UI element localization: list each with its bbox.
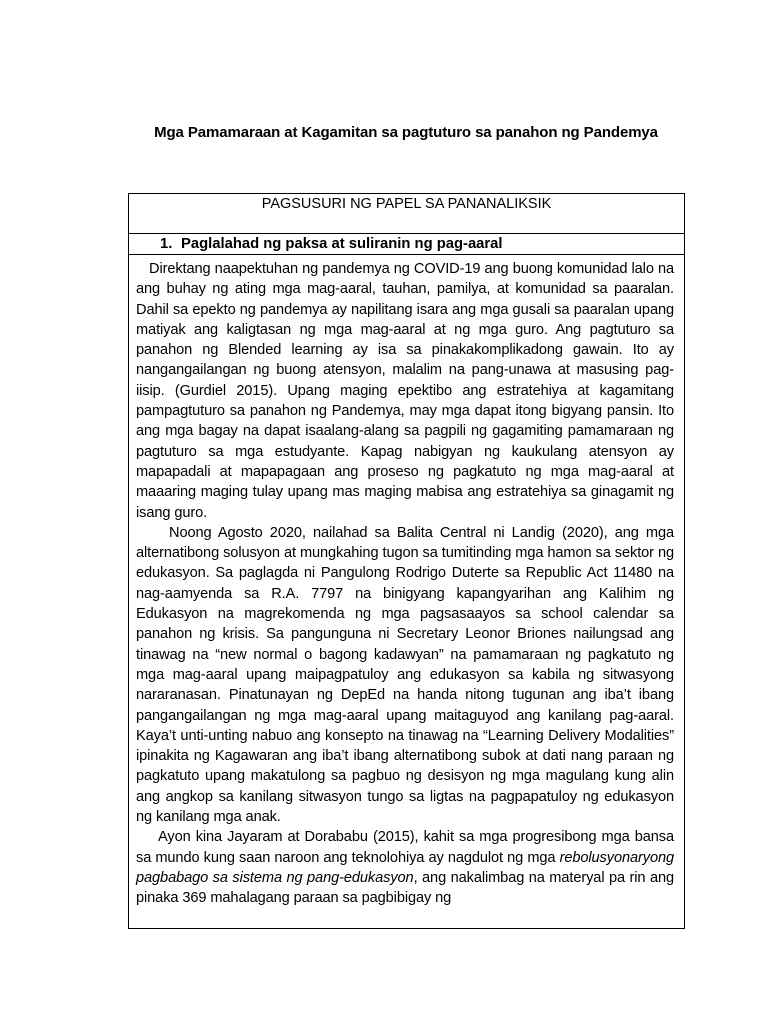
document-title: Mga Pamamaraan at Kagamitan sa pagtuturo sa panahon ng Pandemya xyxy=(154,124,658,141)
section-number: 1. xyxy=(160,236,173,252)
paragraph-3-italic: rebolusyonaryong pagbabago sa sistema ng pang-edukasyon xyxy=(136,849,674,886)
paragraph-3-tail: , ang nakalimbag na materyal pa rin ang pinaka 369 mahalagang paraan sa pagbibigay ng xyxy=(136,869,675,907)
paragraph-2: Noong Agosto 2020, nailahad sa Balita Central ni Landig (2020), ang mga alternatibong solusyon at mungkahing tugon sa tumitinding mga hamon sa sektor ng edukasyon. Sa paglagda ni Pangulong Rodrigo Duterte sa Republic Act 11480 na nag-aamyenda sa R.A. 7797 na binigyang kapangyarihan ang Kalihim ng Edukasyon na magrekomenda ng mga pagsasaayos sa school calendar sa panahon ng krisis. Sa pangunguna ni Secretary Leonor Briones nailungsad ang tinawag na “new normal o bagong kadawyan” na pamamaraan ng pagkatuto ng mga mag-aaral upang maipagpatuloy ang edukasyon sa kabila ng sitwasyong nararanasan. Pinatunayan ng DepEd na handa nitong tugunan ang iba’t ibang pangangailangan ng mga mag-aaral upang maitaguyod ang kanilang pag-aaral. Kaya’t unti-unting nabuo ang konsepto na tinawag na “Learning Delivery Modalities” ipinakita ng Kagawaran ang iba’t ibang alternatibong subok at dati nang paraan ng pagkatuto upang makatulong sa pagbuo ng desisyon ng mga magulang kung alin ang angkop sa kanilang sitwasyon tungo sa ligtas na pagpapatuloy ng edukasyon ng kanilang mga anak. xyxy=(136,524,674,826)
table-body xyxy=(129,255,684,909)
paragraph-3-lead: Ayon kina Jayaram at Dorababu (2015), kahit sa mga progresibong mga bansa sa mundo kung saan naroon ang teknolohiya ay nagdulot ng mga xyxy=(136,829,674,866)
paragraph-1: Direktang naapektuhan ng pandemya ng COVID-19 ang buong komunidad lalo na ang buhay ng ating mga mag-aaral, tauhan, pamilya, at komunidad sa paaralan. Dahil sa epekto ng pandemya ay napilitang isara ang mga gusali sa paaralan upang matiyak ang kaligtasan ng mga mag-aaral at ng mga guro. Ang pagtuturo sa panahon ng Blended learning ay isa sa pinakakomplikadong gawain. Ito ay nangangailangan ng buong atensyon, malalim na pang-unawa at masusing pag-iisip. (Gurdiel 2015). Upang maging epektibo ang estratehiya at kagamitang pampagtuturo sa panahon ng Pandemya, may mga dapat itong bigyang pansin. Ito ang mga bagay na dapat isaalang-alang sa pagpili ng gagamiting pamamaraan ng pagtuturo sa mga estudyante. Kapag nabigyan ng kaukulang atensyon ay mapapadali at mapapagaan ang proseso ng pagkatuto ng mga mag-aaral at maaaring maging tulay upang mas maging mabisa ang estratehiya sa ginagamit ng isang guro. xyxy=(136,261,674,521)
section-title: Paglalahad ng paksa at suliranin ng pag-aaral xyxy=(181,236,503,252)
section-heading xyxy=(129,234,684,255)
table-header: PAGSUSURI NG PAPEL SA PANANALIKSIK xyxy=(129,194,684,234)
paragraph-3 xyxy=(136,827,674,908)
review-table xyxy=(128,193,685,929)
